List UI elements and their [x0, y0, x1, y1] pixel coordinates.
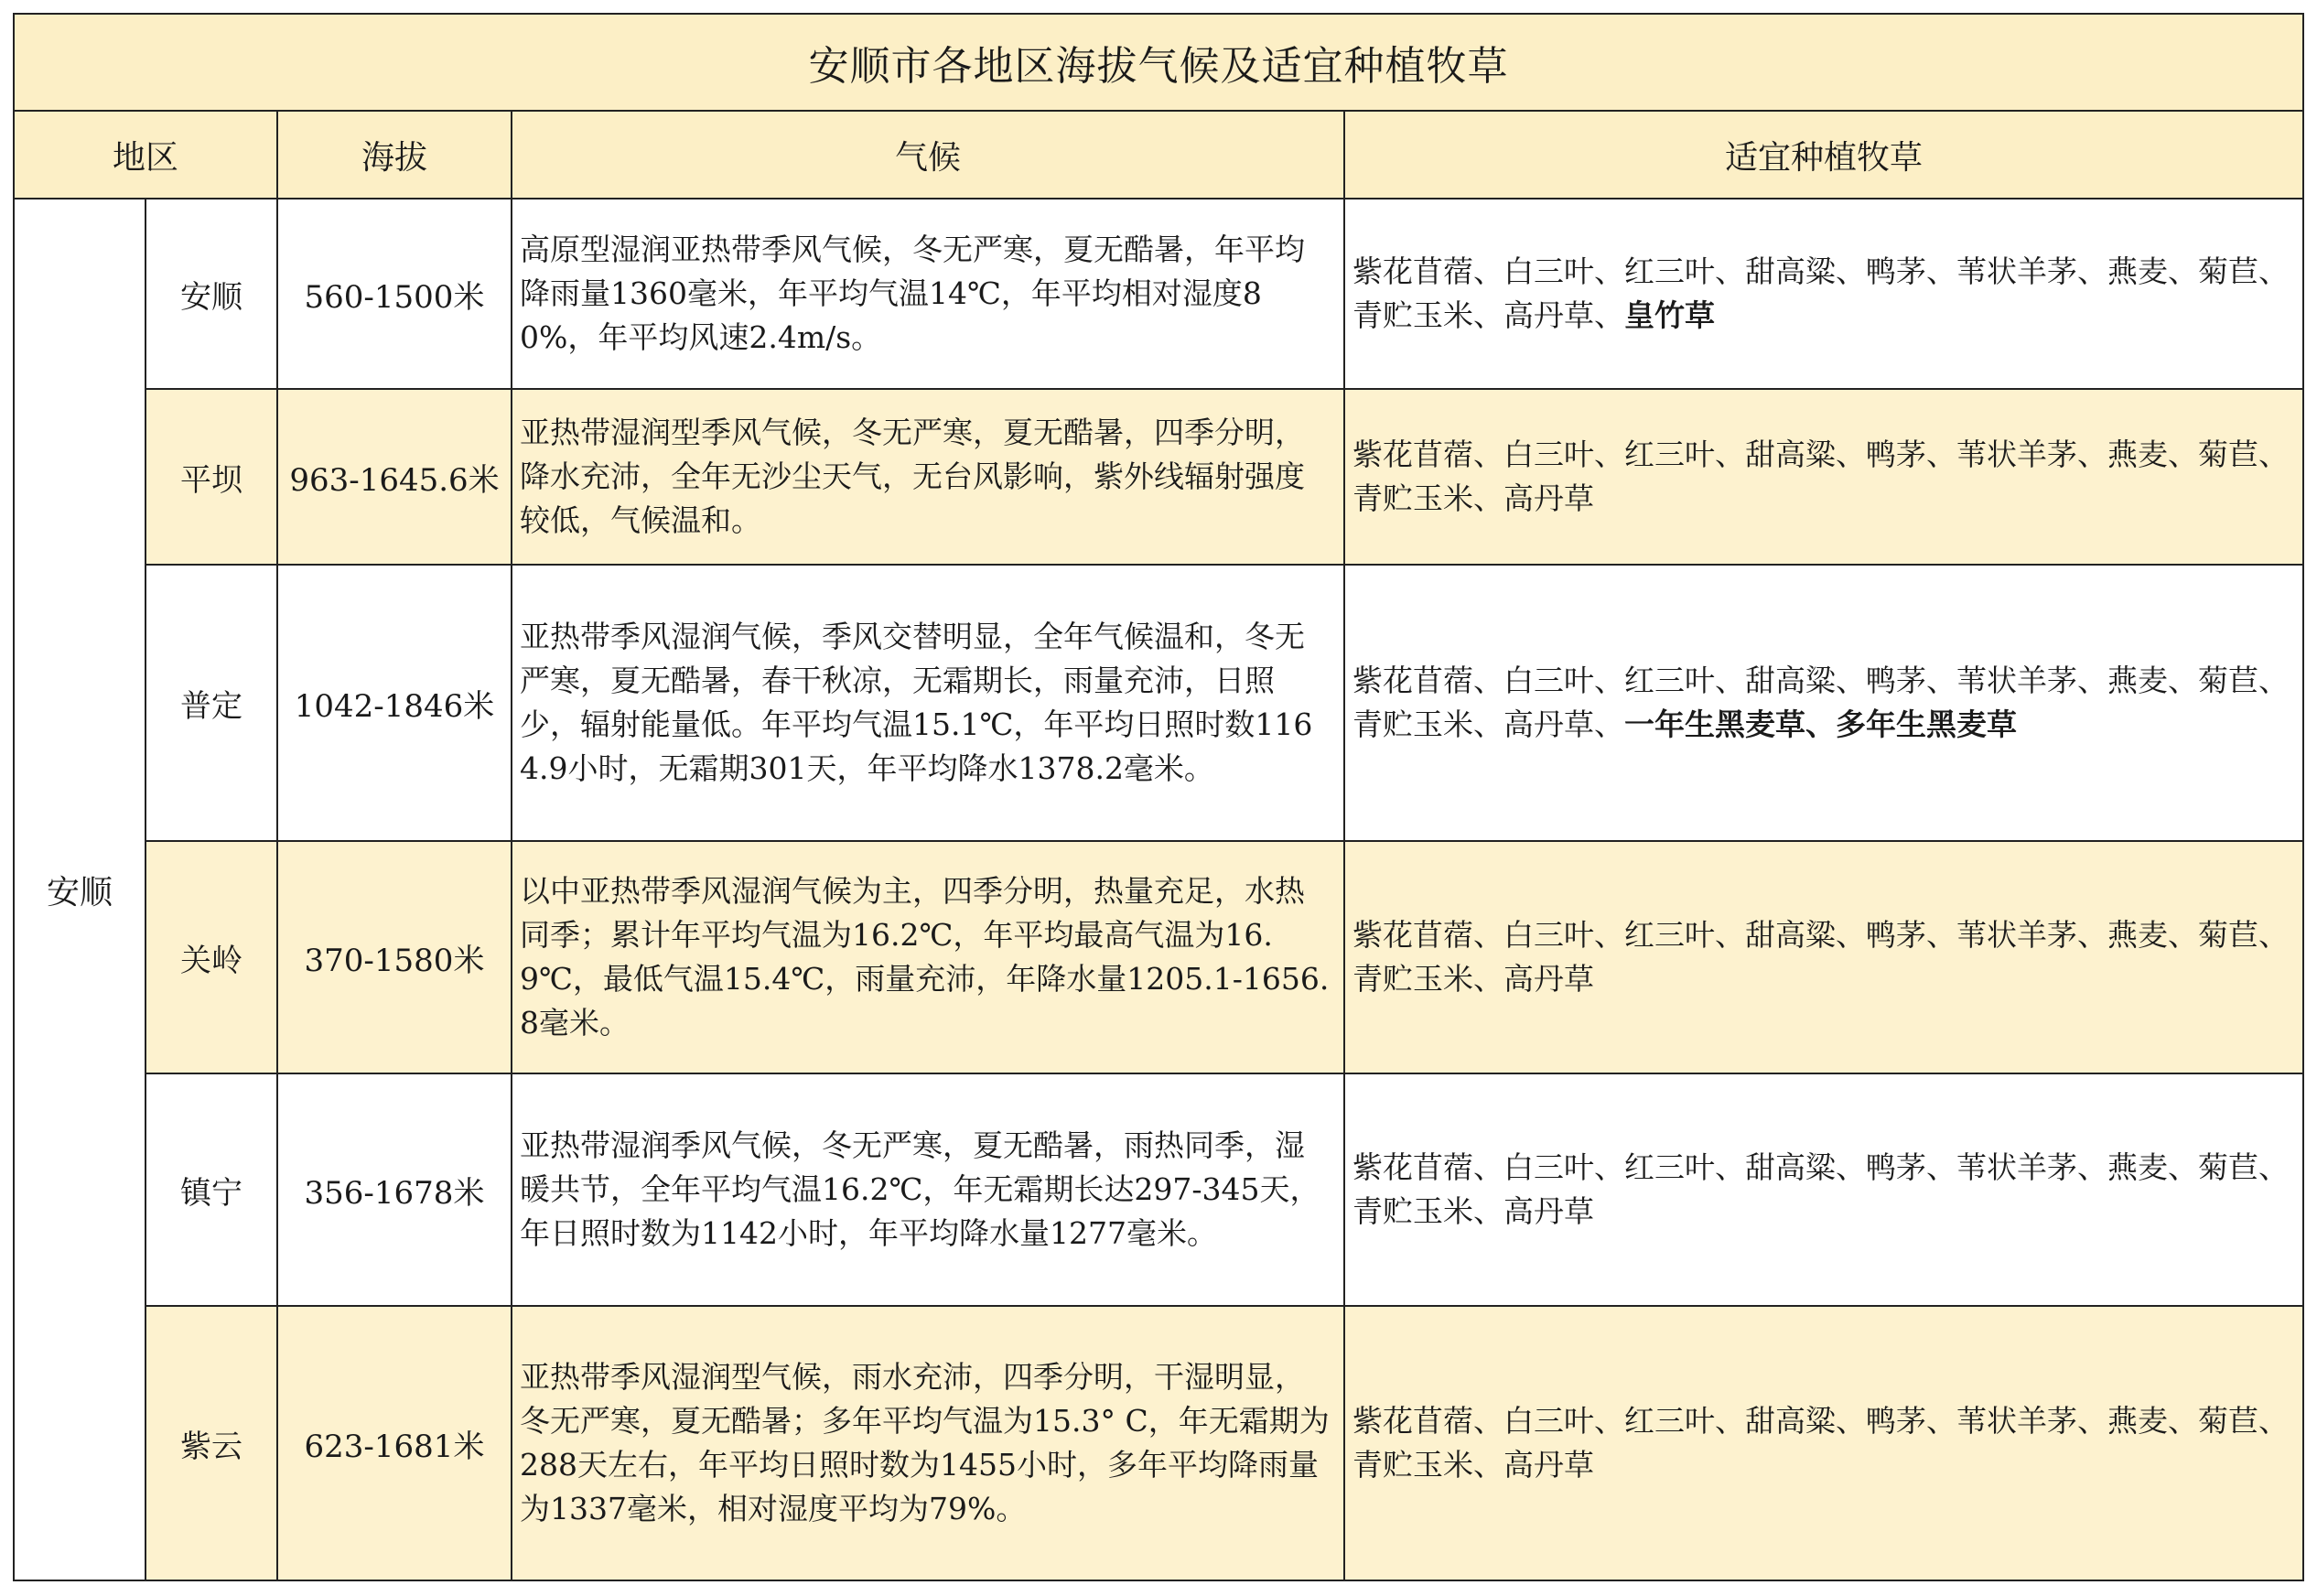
header-altitude: 海拔	[277, 111, 512, 199]
district-cell: 紫云	[145, 1306, 277, 1580]
table-row	[14, 199, 2303, 389]
table-title: 安顺市各地区海拔气候及适宜种植牧草	[14, 14, 2303, 111]
grass-cell	[1344, 565, 2303, 841]
grass-cell	[1344, 841, 2303, 1073]
grass-list: 紫花苜蓿、白三叶、红三叶、甜高粱、鸭茅、苇状羊茅、燕麦、菊苣、青贮玉米、高丹草	[1352, 437, 2289, 516]
table-row	[14, 841, 2303, 1073]
grass-cell	[1344, 389, 2303, 565]
table-row	[14, 1073, 2303, 1306]
grass-extra: 皇竹草	[1624, 297, 1715, 333]
table-row	[14, 389, 2303, 565]
grass-list: 紫花苜蓿、白三叶、红三叶、甜高粱、鸭茅、苇状羊茅、燕麦、菊苣、青贮玉米、高丹草	[1352, 1403, 2289, 1483]
table-row	[14, 1306, 2303, 1580]
grass-extra: 一年生黑麦草、多年生黑麦草	[1624, 706, 2017, 742]
altitude-cell: 560-1500米	[277, 199, 512, 389]
city-cell: 安顺	[14, 199, 145, 1580]
altitude-cell: 623-1681米	[277, 1306, 512, 1580]
altitude-cell: 1042-1846米	[277, 565, 512, 841]
grass-list: 紫花苜蓿、白三叶、红三叶、甜高粱、鸭茅、苇状羊茅、燕麦、菊苣、青贮玉米、高丹草、	[1352, 253, 2289, 333]
district-cell: 关岭	[145, 841, 277, 1073]
altitude-cell: 963-1645.6米	[277, 389, 512, 565]
grass-cell	[1344, 1306, 2303, 1580]
grass-list: 紫花苜蓿、白三叶、红三叶、甜高粱、鸭茅、苇状羊茅、燕麦、菊苣、青贮玉米、高丹草	[1352, 1149, 2289, 1229]
header-region: 地区	[14, 111, 277, 199]
district-cell: 安顺	[145, 199, 277, 389]
district-cell: 镇宁	[145, 1073, 277, 1306]
altitude-cell: 370-1580米	[277, 841, 512, 1073]
data-table	[13, 13, 2304, 1581]
climate-cell: 亚热带季风湿润气候，季风交替明显，全年气候温和，冬无严寒，夏无酷暑，春干秋凉，无霜期长，雨量充沛，日照少，辐射能量低。年平均气温15.1℃，年平均日照时数1164.9小时，无霜期301天，年平均降水1378.2毫米。	[512, 565, 1344, 841]
climate-cell: 亚热带湿润型季风气候，冬无严寒，夏无酷暑，四季分明，降水充沛，全年无沙尘天气，无台风影响，紫外线辐射强度较低，气候温和。	[512, 389, 1344, 565]
altitude-cell: 356-1678米	[277, 1073, 512, 1306]
grass-cell	[1344, 199, 2303, 389]
table-container	[13, 13, 2302, 1581]
grass-list: 紫花苜蓿、白三叶、红三叶、甜高粱、鸭茅、苇状羊茅、燕麦、菊苣、青贮玉米、高丹草	[1352, 917, 2289, 997]
climate-cell: 以中亚热带季风湿润气候为主，四季分明，热量充足，水热同季；累计年平均气温为16.2℃，年平均最高气温为16.9℃，最低气温15.4℃，雨量充沛，年降水量1205.1-1656.8毫米。	[512, 841, 1344, 1073]
climate-cell: 高原型湿润亚热带季风气候，冬无严寒，夏无酷暑，年平均降雨量1360毫米，年平均气温14℃，年平均相对湿度80%，年平均风速2.4m/s。	[512, 199, 1344, 389]
district-cell: 普定	[145, 565, 277, 841]
climate-cell: 亚热带季风湿润型气候，雨水充沛，四季分明，干湿明显，冬无严寒，夏无酷暑；多年平均气温为15.3° C，年无霜期为288天左右，年平均日照时数为1455小时，多年平均降雨量为1337毫米，相对湿度平均为79%。	[512, 1306, 1344, 1580]
climate-cell: 亚热带湿润季风气候，冬无严寒，夏无酷暑，雨热同季，湿暖共节，全年平均气温16.2℃，年无霜期长达297-345天，年日照时数为1142小时，年平均降水量1277毫米。	[512, 1073, 1344, 1306]
grass-list: 紫花苜蓿、白三叶、红三叶、甜高粱、鸭茅、苇状羊茅、燕麦、菊苣、青贮玉米、高丹草、	[1352, 663, 2289, 742]
header-grass: 适宜种植牧草	[1344, 111, 2303, 199]
grass-cell	[1344, 1073, 2303, 1306]
header-climate: 气候	[512, 111, 1344, 199]
district-cell: 平坝	[145, 389, 277, 565]
table-row	[14, 565, 2303, 841]
